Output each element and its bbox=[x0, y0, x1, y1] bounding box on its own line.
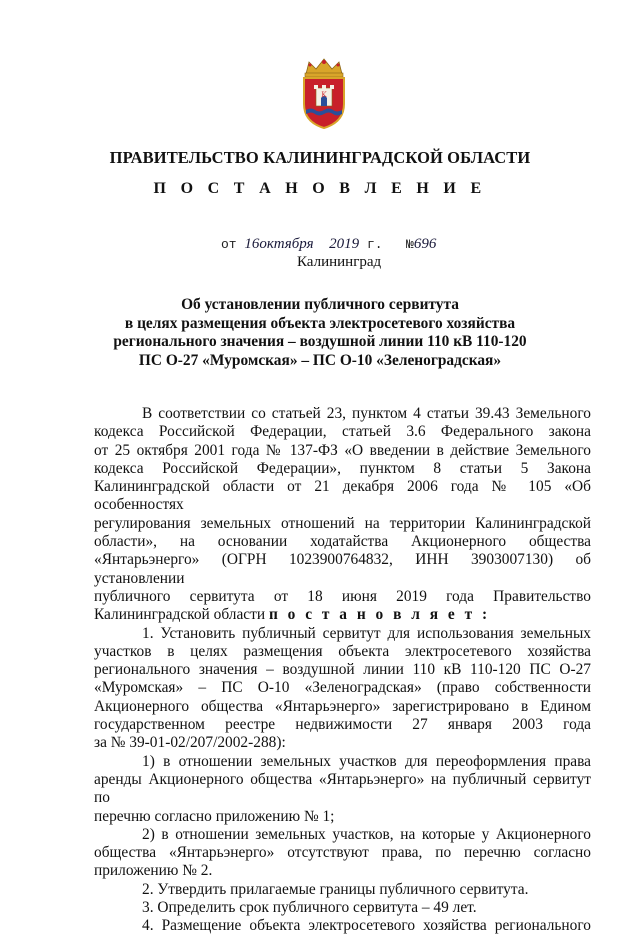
resolves-word: п о с т а н о в л я е т : bbox=[268, 606, 491, 624]
item-1-line: 1. Установить публичный сервитут для использования земельных bbox=[142, 624, 591, 642]
city-name: Калининград bbox=[297, 254, 382, 270]
preamble-line: Калининградской области bbox=[94, 606, 266, 624]
date-line bbox=[221, 236, 436, 253]
date-prefix: от bbox=[221, 237, 237, 252]
date-year: 2019 bbox=[329, 236, 360, 252]
item-2: 2. Утвердить прилагаемые границы публичного сервитута. bbox=[142, 880, 529, 898]
item-1-line: Акционерного общества «Янтарьэнерго» зарегистрировано в Едином bbox=[94, 697, 591, 715]
item-1-line: регионального значения – воздушной линии 110 кВ 110-120 ПС О-27 bbox=[94, 661, 591, 679]
number-prefix: № bbox=[406, 237, 414, 252]
preamble-line: Калининградской области от 21 декабря 2006 года № 105 «Об особенностях bbox=[94, 478, 591, 514]
preamble-line: кодекса Российской Федерации, статьей 3.6 Федерального закона bbox=[94, 423, 591, 441]
item-3: 3. Определить срок публичного сервитута – 49 лет. bbox=[142, 899, 477, 917]
date-day: 16 bbox=[244, 236, 260, 252]
item-1-1-line: перечню согласно приложению № 1; bbox=[94, 807, 335, 825]
preamble-last-line bbox=[94, 606, 591, 624]
item-4: 4. Размещение объекта электросетевого хозяйства регионального bbox=[142, 917, 591, 935]
preamble-line: области», на основании ходатайства Акционерного общества bbox=[94, 533, 591, 551]
title-line: Об установлении публичного сервитута bbox=[181, 296, 459, 313]
item-1-1-line: аренды Акционерного общества «Янтарьэнерго» на публичный сервитут по bbox=[94, 770, 591, 807]
preamble-line: от 25 октября 2001 года № 137-ФЗ «О введении в действие Земельного bbox=[94, 441, 591, 459]
item-1-line: участков в целях размещения объекта электросетевого хозяйства bbox=[94, 642, 591, 660]
date-month: октября bbox=[259, 236, 314, 252]
document-title bbox=[0, 296, 640, 370]
preamble-line: публичного сервитута от 18 июня 2019 года Правительство bbox=[94, 587, 591, 605]
svg-text:K: K bbox=[321, 91, 327, 99]
document-type: П О С Т А Н О В Л Е Н И Е bbox=[153, 180, 487, 197]
government-name: ПРАВИТЕЛЬСТВО КАЛИНИНГРАДСКОЙ ОБЛАСТИ bbox=[109, 148, 531, 167]
document-body bbox=[94, 405, 591, 936]
item-1-2-line: общества «Янтарьэнерго» отсутствуют права, по перечню согласно bbox=[94, 844, 591, 862]
item-1-2-line: приложению № 2. bbox=[94, 862, 213, 880]
date-year-suffix: г. bbox=[366, 237, 383, 252]
item-1-2-line: 2) в отношении земельных участков, на которые у Акционерного bbox=[142, 825, 591, 843]
item-1-1-line: 1) в отношении земельных участков для переоформления права bbox=[142, 752, 591, 770]
preamble-line: кодекса Российской Федерации», пунктом 8 статьи 5 Закона bbox=[94, 459, 591, 477]
title-line: в целях размещения объекта электросетевого хозяйства bbox=[124, 314, 516, 332]
document-number: 696 bbox=[413, 236, 437, 252]
preamble-line: регулирования земельных отношений на территории Калининградской bbox=[94, 514, 591, 532]
preamble-line: «Янтарьэнерго» (ОГРН 1023900764832, ИНН 3903007130) об установлении bbox=[94, 551, 591, 587]
title-line: регионального значения – воздушной линии 110 кВ 110-120 bbox=[113, 333, 527, 350]
item-1-line: государственном реестре недвижимости 27 января 2003 года bbox=[94, 716, 591, 734]
item-1-line: «Муромская» – ПС О-10 «Зеленоградская» (право собственности bbox=[94, 679, 591, 697]
kaliningrad-coat-of-arms-icon bbox=[297, 58, 351, 130]
title-line: ПС О-27 «Муромская» – ПС О-10 «Зеленоградская» bbox=[138, 351, 502, 369]
preamble-line: В соответствии со статьей 23, пунктом 4 статьи 39.43 Земельного bbox=[142, 405, 591, 422]
item-1-line: за № 39-01-02/207/2002-288): bbox=[94, 734, 286, 752]
